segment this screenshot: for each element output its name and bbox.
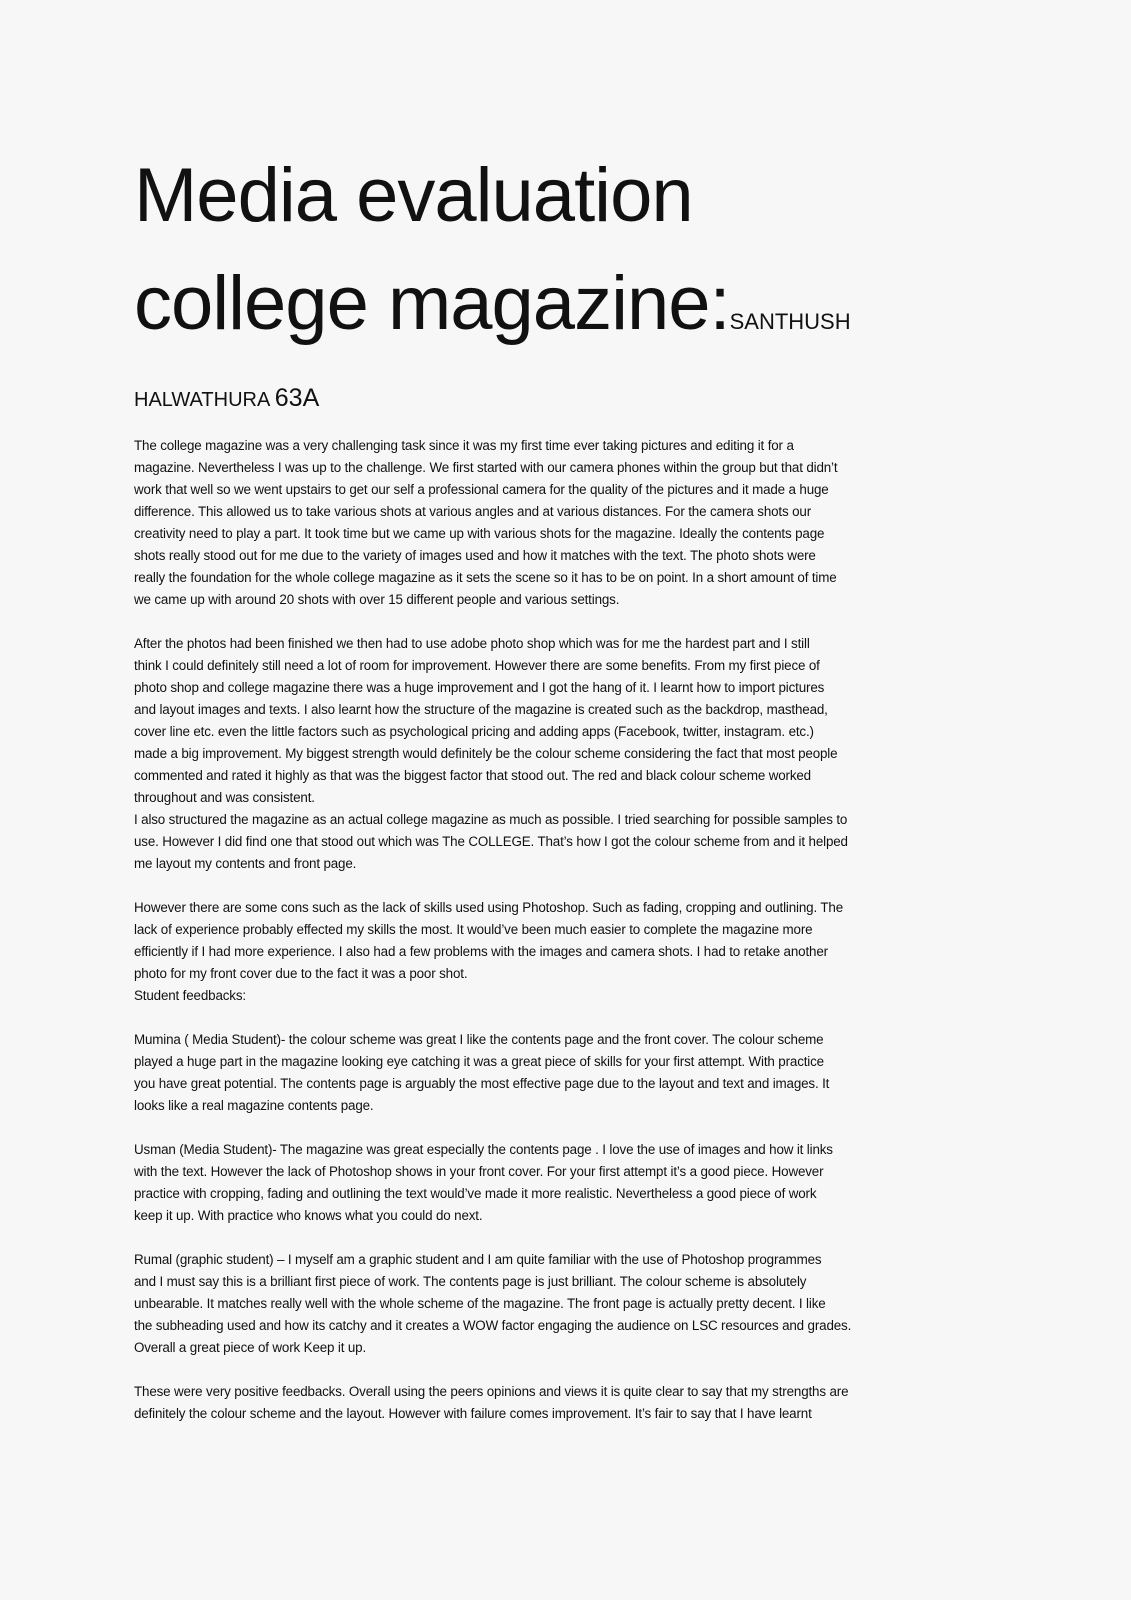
text-line: throughout and was consistent.: [134, 790, 315, 805]
text-line: efficiently if I had more experience. I also had a few problems with the images and camera shots. I had to retake another: [134, 944, 828, 959]
text-line: think I could definitely still need a lot of room for improvement. However there are some benefits. From my first piece of: [134, 658, 820, 673]
title-line-1: Media evaluation: [134, 153, 693, 238]
text-line: work that well so we went upstairs to get our self a professional camera for the quality of the pictures and it made a huge: [134, 482, 829, 497]
author-surname: HALWATHURA: [134, 389, 270, 411]
text-line: Mumina ( Media Student)- the colour scheme was great I like the contents page and the front cover. The colour scheme: [134, 1032, 824, 1047]
text-line: made a big improvement. My biggest strength would definitely be the colour scheme considering the fact that most people: [134, 746, 838, 761]
text-line: played a huge part in the magazine looking eye catching it was a great piece of skills for your first attempt. With practice: [134, 1054, 824, 1069]
text-line: Usman (Media Student)- The magazine was great especially the contents page . I love the use of images and how it links: [134, 1142, 833, 1157]
text-line: The college magazine was a very challenging task since it was my first time ever taking pictures and editing it for a: [134, 438, 794, 453]
document-body: [134, 435, 1004, 1447]
text-line: Overall a great piece of work Keep it up.: [134, 1340, 367, 1355]
class-code: 63A: [274, 384, 320, 412]
text-line: the subheading used and how its catchy and it creates a WOW factor engaging the audience on LSC resources and grades.: [134, 1318, 852, 1333]
text-line: commented and rated it highly as that was the biggest factor that stood out. The red and black colour scheme worked: [134, 768, 811, 783]
text-line: shots really stood out for me due to the variety of images used and how it matches with the text. The photo shots were: [134, 548, 816, 563]
author-first-name: SANTHUSH: [729, 309, 851, 334]
text-line: really the foundation for the whole college magazine as it sets the scene so it has to be on point. In a short amount of time: [134, 570, 837, 585]
text-line: use. However I did find one that stood out which was The COLLEGE. That’s how I got the colour scheme from and it helped: [134, 834, 848, 849]
text-line: and I must say this is a brilliant first piece of work. The contents page is just brilliant. The colour scheme is absolutely: [134, 1274, 807, 1289]
paragraph: [134, 435, 1004, 611]
text-line: photo shop and college magazine there was a huge improvement and I got the hang of it. I learnt how to import pictures: [134, 680, 825, 695]
text-line: unbearable. It matches really well with the whole scheme of the magazine. The front page is actually pretty decent. I like: [134, 1296, 826, 1311]
text-line: creativity need to play a part. It took time but we came up with various shots for the magazine. Ideally the contents page: [134, 526, 825, 541]
title-line-2: [134, 261, 851, 346]
text-line: lack of experience probably effected my skills the most. It would’ve been much easier to complete the magazine more: [134, 922, 813, 937]
paragraph: [134, 897, 1004, 1007]
text-line: and layout images and texts. I also learnt how the structure of the magazine is created such as the backdrop, masthead,: [134, 702, 828, 717]
text-line: magazine. Nevertheless I was up to the challenge. We first started with our camera phones within the group but that didn’t: [134, 460, 838, 475]
text-line: keep it up. With practice who knows what you could do next.: [134, 1208, 483, 1223]
text-line: practice with cropping, fading and outlining the text would’ve made it more realistic. Nevertheless a good piece of work: [134, 1186, 817, 1201]
text-line: I also structured the magazine as an actual college magazine as much as possible. I tried searching for possible samples to: [134, 812, 848, 827]
text-line: However there are some cons such as the lack of skills used using Photoshop. Such as fading, cropping and outlining. The: [134, 900, 843, 915]
text-line: Rumal (graphic student) – I myself am a graphic student and I am quite familiar with the use of Photoshop programmes: [134, 1252, 822, 1267]
text-line: Student feedbacks:: [134, 988, 246, 1003]
text-line: These were very positive feedbacks. Overall using the peers opinions and views it is quite clear to say that my strengths are: [134, 1384, 849, 1399]
paragraph: [134, 1029, 1004, 1117]
text-line: me layout my contents and front page.: [134, 856, 357, 871]
paragraph: [134, 633, 1004, 809]
text-line: definitely the colour scheme and the layout. However with failure comes improvement. It’s fair to say that I have learnt: [134, 1406, 812, 1421]
text-line: photo for my front cover due to the fact it was a poor shot.: [134, 966, 468, 981]
paragraph: [134, 809, 1004, 875]
text-line: looks like a real magazine contents page.: [134, 1098, 374, 1113]
text-line: difference. This allowed us to take various shots at various angles and at various distances. For the camera shots our: [134, 504, 811, 519]
text-line: we came up with around 20 shots with over 15 different people and various settings.: [134, 592, 620, 607]
paragraph: [134, 1381, 1004, 1425]
text-line: you have great potential. The contents page is arguably the most effective page due to the layout and text and images. It: [134, 1076, 830, 1091]
title-line-2-text: college magazine:: [134, 261, 730, 346]
text-line: cover line etc. even the little factors such as psychological pricing and adding apps (Facebook, twitter, instagram. etc.): [134, 724, 814, 739]
paragraph: [134, 1139, 1004, 1227]
text-line: with the text. However the lack of Photoshop shows in your front cover. For your first attempt it’s a good piece. However: [134, 1164, 824, 1179]
paragraph: [134, 1249, 1004, 1359]
text-line: After the photos had been finished we then had to use adobe photo shop which was for me the hardest part and I still: [134, 636, 810, 651]
author-line: [134, 384, 319, 413]
